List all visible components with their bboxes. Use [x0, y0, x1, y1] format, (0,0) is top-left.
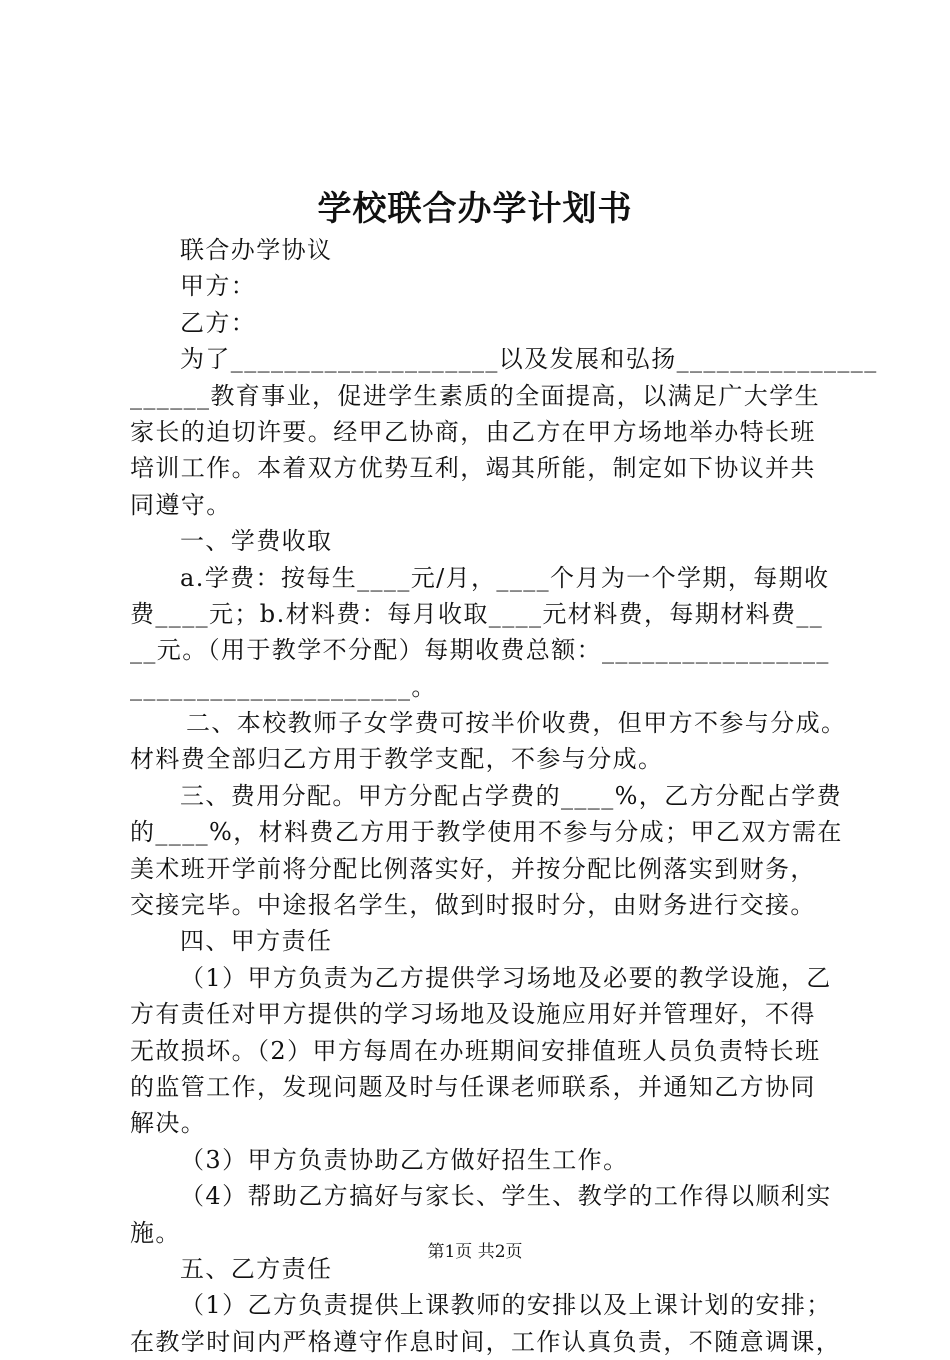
paragraph-line: _____________________。: [130, 672, 437, 701]
paragraph-line: 美术班开学前将分配比例落实好，并按分配比例落实到财务，: [130, 854, 816, 883]
document-title: 学校联合办学计划书: [317, 189, 633, 229]
paragraph-line: 二、本校教师子女学费可按半价收费，但甲方不参与分成。: [186, 709, 847, 738]
paragraph-line: 乙方：: [180, 308, 257, 337]
paragraph-line: 无故损坏。（2）甲方每周在办班期间安排值班人员负责特长班: [130, 1036, 821, 1065]
paragraph-line: 联合办学协议: [180, 236, 333, 264]
paragraph-line: （1）甲方负责为乙方提供学习场地及必要的教学设施，乙: [180, 963, 832, 992]
paragraph-line: 培训工作。本着双方优势互利，竭其所能，制定如下协议并共: [130, 454, 816, 483]
paragraph-line: 甲方：: [180, 272, 257, 301]
paragraph-line: 费____元；b.材料费：每月收取____元材料费，每期材料费__: [130, 599, 824, 628]
paragraph-line: __元。（用于教学不分配）每期收费总额：_________________: [130, 636, 830, 665]
paragraph-line: 材料费全部归乙方用于教学支配，不参与分成。: [130, 745, 664, 774]
paragraph-line: （3）甲方负责协助乙方做好招生工作。: [180, 1145, 629, 1174]
section-heading: 五、乙方责任: [180, 1254, 333, 1283]
paragraph-line: a.学费：按每生____元/月，____个月为一个学期，每期收: [180, 563, 830, 592]
paragraph-line: 方有责任对甲方提供的学习场地及设施应用好并管理好，不得: [130, 1000, 816, 1029]
paragraph-line: 家长的迫切许要。经甲乙协商，由乙方在甲方场地举办特长班: [130, 417, 816, 446]
paragraph-line: （1）乙方负责提供上课教师的安排以及上课计划的安排；: [180, 1291, 832, 1320]
paragraph-line: 三、费用分配。甲方分配占学费的____%，乙方分配占学费: [180, 781, 843, 810]
document-body: [130, 232, 878, 1360]
paragraph-line: 的____%，材料费乙方用于教学使用不参与分成；甲乙双方需在: [130, 818, 843, 847]
paragraph-line: ______教育事业，促进学生素质的全面提高，以满足广大学生: [130, 381, 820, 410]
paragraph-line: 施。: [130, 1218, 181, 1247]
paragraph-line: 的监管工作，发现问题及时与任课老师联系，并通知乙方协同: [130, 1072, 816, 1101]
paragraph-line: 在教学时间内严格遵守作息时间，工作认真负责，不随意调课，: [130, 1327, 842, 1356]
paragraph-line: （4）帮助乙方搞好与家长、学生、教学的工作得以顺利实: [180, 1182, 832, 1211]
paragraph-line: 为了____________________以及发展和弘扬_______________: [180, 345, 878, 374]
paragraph-line: 同遵守。: [130, 490, 232, 519]
paragraph-line: 解决。: [130, 1109, 207, 1138]
section-heading: 一、学费收取: [180, 527, 333, 556]
page-number: 第1页 共2页: [427, 1242, 523, 1262]
paragraph-line: 交接完毕。中途报名学生，做到时报时分，由财务进行交接。: [130, 891, 816, 920]
section-heading: 四、甲方责任: [180, 927, 333, 956]
